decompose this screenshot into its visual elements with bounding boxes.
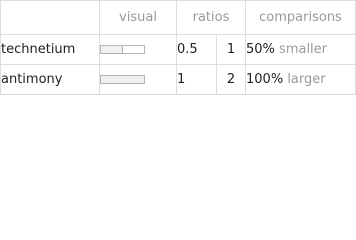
header-visual: visual — [100, 1, 177, 35]
comparison-cell — [246, 65, 356, 95]
row-name: antimony — [1, 65, 100, 95]
table-row — [1, 35, 356, 65]
ratio-value-a: 0.5 — [177, 35, 217, 65]
visual-cell — [100, 65, 177, 95]
comparison-value: 100% — [246, 72, 284, 87]
ratio-value-a: 1 — [177, 65, 217, 95]
ratio-value-b: 2 — [217, 65, 246, 95]
row-name: technetium — [1, 35, 100, 65]
header-row — [1, 1, 356, 35]
table-row — [1, 65, 356, 95]
ratio-value-b: 1 — [217, 35, 246, 65]
comparison-word: smaller — [279, 42, 328, 57]
header-ratios: ratios — [177, 1, 246, 35]
ratio-bar-fill — [101, 46, 123, 53]
ratio-bar — [100, 75, 145, 84]
header-comparisons: comparisons — [246, 1, 356, 35]
comparison-cell — [246, 35, 356, 65]
ratio-bar — [100, 45, 145, 54]
visual-cell — [100, 35, 177, 65]
header-name — [1, 1, 100, 35]
comparison-table — [0, 0, 356, 95]
ratio-bar-fill — [101, 76, 144, 83]
comparison-word: larger — [287, 72, 326, 87]
comparison-value: 50% — [246, 42, 275, 57]
